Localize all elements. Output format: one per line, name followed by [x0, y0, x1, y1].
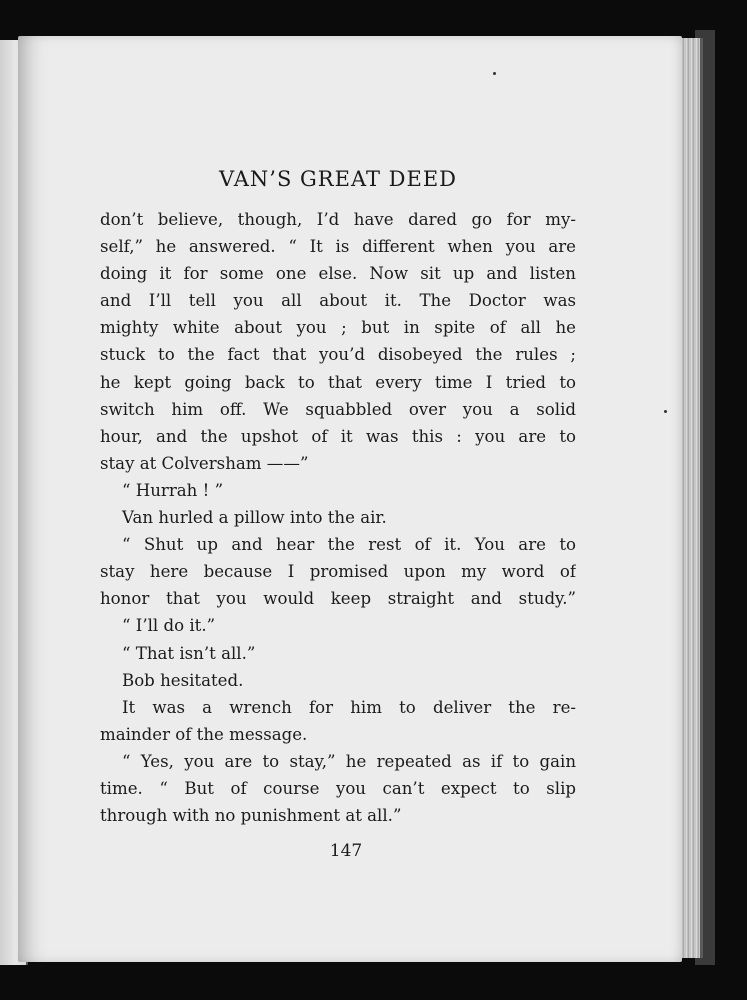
text-line: “ I’ll do it.” [122, 616, 216, 636]
text-line: don’t believe, though, I’d have dared go for my- [100, 210, 576, 229]
text-line: “ That isn’t all.” [122, 643, 256, 663]
paper-speck [493, 72, 496, 75]
text-line: self,” he answered. “ It is different when you are [100, 237, 576, 257]
text-line: “ Hurrah ! ” [122, 480, 224, 500]
text-line: time. “ But of course you can’t expect to slip [100, 778, 576, 798]
text-line: and I’ll tell you all about it. The Doctor was [100, 291, 576, 311]
text-line: mainder of the message. [100, 724, 308, 744]
paper-speck [664, 410, 667, 413]
text-line: mighty white about you ; but in spite of all he [100, 318, 576, 338]
text-line: “ Shut up and hear the rest of it. You are to [122, 535, 576, 555]
text-line: stay here because I promised upon my word of [100, 562, 576, 582]
text-line: stay at Colversham ——” [100, 453, 309, 473]
text-line: Van hurled a pillow into the air. [122, 508, 387, 528]
text-line: stuck to the fact that you’d disobeyed the rules ; [100, 345, 576, 365]
text-line: switch him off. We squabbled over you a solid [100, 399, 576, 419]
text-line: “ Yes, you are to stay,” he repeated as if to gain [122, 751, 576, 771]
page-number: 147 [329, 841, 363, 861]
text-line: through with no punishment at all.” [100, 806, 402, 826]
text-line: It was a wrench for him to deliver the re- [122, 697, 576, 717]
text-line: hour, and the upshot of it was this : you are to [100, 426, 576, 446]
running-head: VAN’S GREAT DEED [219, 167, 457, 191]
text-line: honor that you would keep straight and study.” [100, 589, 576, 609]
text-line: doing it for some one else. Now sit up and listen [100, 264, 576, 284]
text-line: he kept going back to that every time I tried to [100, 372, 576, 392]
book-page [18, 36, 682, 962]
text-line: Bob hesitated. [122, 670, 244, 690]
body-text [100, 206, 576, 829]
